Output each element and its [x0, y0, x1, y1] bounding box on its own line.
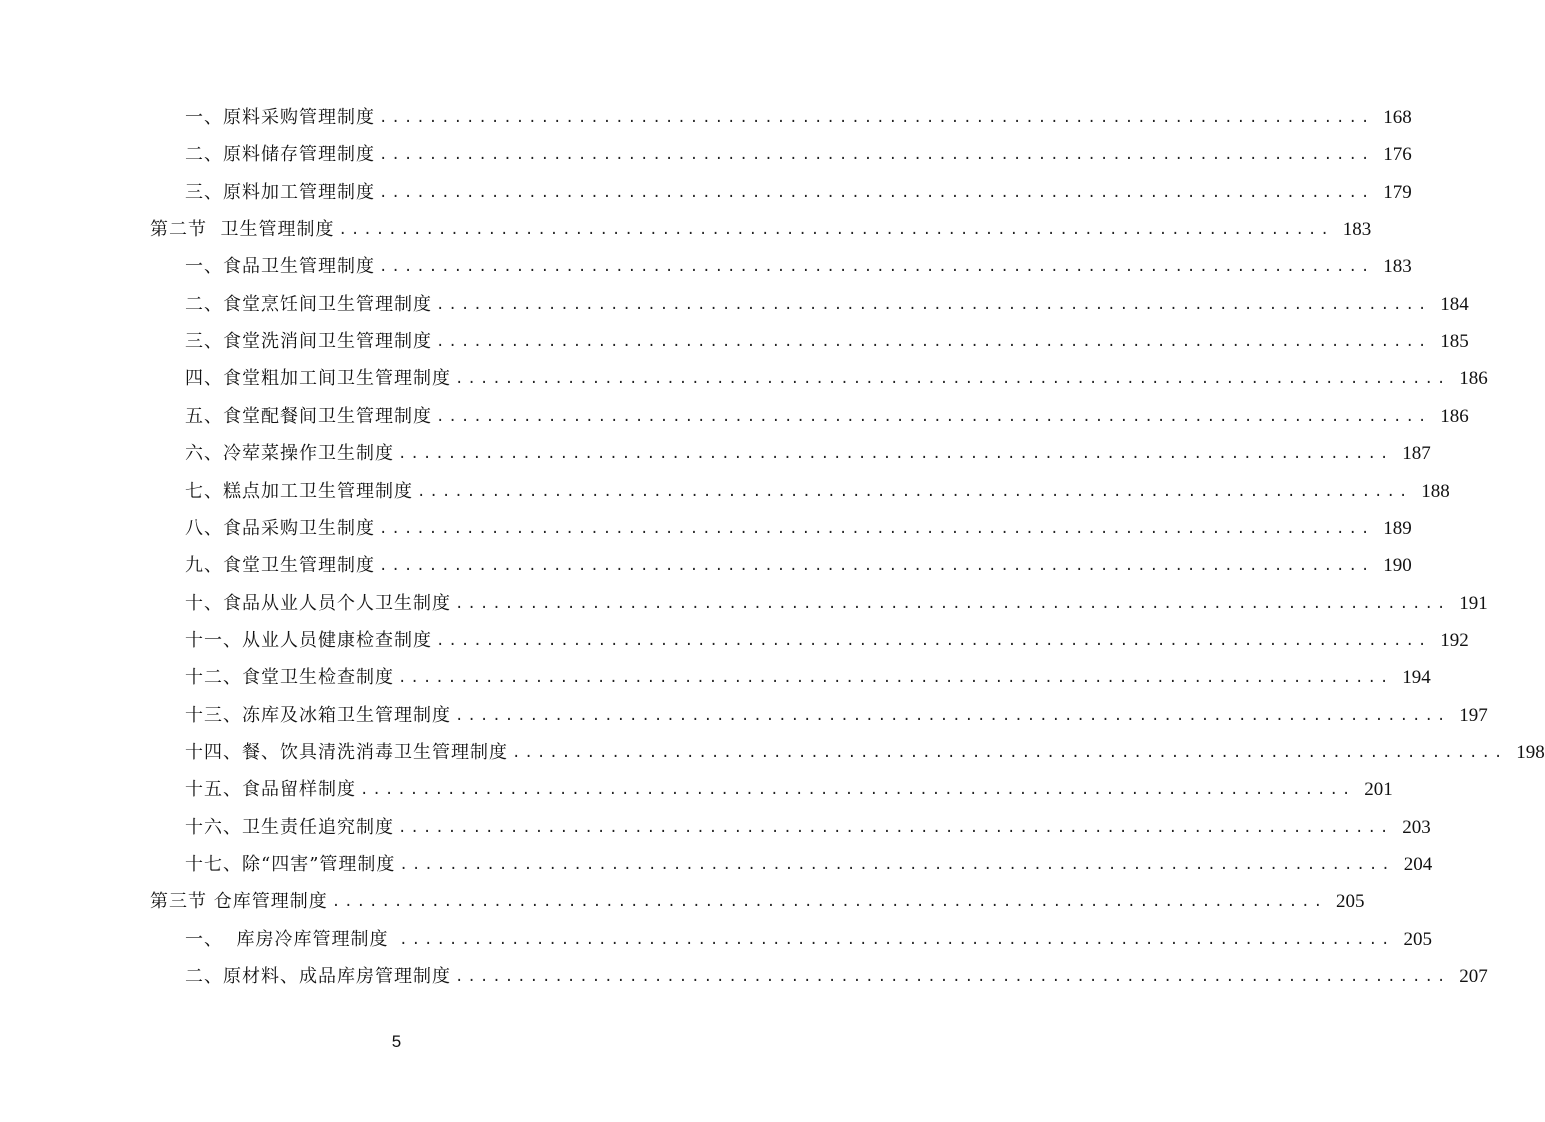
toc-entry-title: 六、冷荤菜操作卫生制度	[185, 443, 394, 464]
toc-entry[interactable]	[185, 548, 1412, 584]
toc-dot-leader: ................................................................................	[379, 558, 1374, 574]
toc-entry-page: 198	[1516, 742, 1545, 763]
toc-dot-leader: ................................................................................	[455, 371, 1450, 387]
toc-dot-leader: ................................................................................	[379, 259, 1374, 275]
toc-entry-page: 192	[1440, 630, 1469, 651]
toc-entry-title: 一、食品卫生管理制度	[185, 256, 375, 277]
toc-entry[interactable]	[185, 175, 1412, 211]
toc-entry-title: 第三节 仓库管理制度	[150, 891, 328, 912]
toc-entry-title: 二、原料储存管理制度	[185, 144, 375, 165]
toc-dot-leader: ................................................................................	[455, 596, 1450, 612]
toc-entry-title: 五、食堂配餐间卫生管理制度	[185, 406, 432, 427]
toc-dot-leader: ................................................................................	[398, 820, 1393, 836]
toc-entry[interactable]	[185, 436, 1431, 472]
toc-entry[interactable]	[150, 212, 1372, 248]
toc-entry-title: 十七、除“四害”管理制度	[185, 854, 396, 875]
toc-entry-title: 七、糕点加工卫生管理制度	[185, 481, 413, 502]
toc-entry[interactable]	[185, 361, 1488, 397]
toc-dot-leader: ................................................................................	[360, 782, 1355, 798]
toc-entry-page: 187	[1402, 443, 1431, 464]
toc-dot-leader: ................................................................................	[379, 185, 1374, 201]
toc-dot-leader: ................................................................................	[436, 633, 1431, 649]
toc-entry[interactable]	[185, 959, 1488, 995]
toc-entry-page: 204	[1403, 854, 1433, 875]
toc-entry[interactable]	[185, 922, 1432, 958]
toc-entry[interactable]	[185, 660, 1431, 696]
toc-entry-title: 四、食堂粗加工间卫生管理制度	[185, 368, 451, 389]
toc-entry-title: 第二节 卫生管理制度	[150, 219, 335, 240]
toc-entry-title: 十二、食堂卫生检查制度	[185, 667, 394, 688]
toc-dot-leader: ................................................................................	[417, 484, 1412, 500]
toc-dot-leader: ................................................................................	[399, 932, 1394, 948]
toc-entry-page: 194	[1402, 667, 1431, 688]
toc-dot-leader: ................................................................................	[379, 147, 1374, 163]
toc-entry-title: 三、原料加工管理制度	[185, 182, 375, 203]
toc-entry-title: 三、食堂洗消间卫生管理制度	[185, 331, 432, 352]
toc-dot-leader: ................................................................................	[455, 969, 1450, 985]
toc-entry-title: 十五、食品留样制度	[185, 779, 356, 800]
toc-entry-page: 207	[1459, 966, 1488, 987]
toc-entry-title: 九、食堂卫生管理制度	[185, 555, 375, 576]
toc-entry[interactable]	[185, 735, 1545, 771]
toc-entry-page: 185	[1440, 331, 1469, 352]
toc-dot-leader: ................................................................................	[338, 222, 1333, 238]
toc-dot-leader: ................................................................................	[398, 446, 1393, 462]
toc-entry-page: 186	[1440, 406, 1469, 427]
toc-dot-leader: ................................................................................	[436, 297, 1431, 313]
toc-entry-page: 184	[1440, 294, 1469, 315]
toc-entry-page: 197	[1459, 705, 1488, 726]
toc-entry[interactable]	[185, 100, 1412, 136]
toc-entry[interactable]	[185, 623, 1469, 659]
toc-dot-leader: ................................................................................	[436, 334, 1431, 350]
toc-entry-page: 183	[1342, 219, 1372, 240]
toc-entry-page: 168	[1383, 107, 1412, 128]
toc-entry-page: 205	[1336, 891, 1365, 912]
toc-entry[interactable]	[185, 810, 1431, 846]
toc-entry[interactable]	[185, 698, 1488, 734]
toc-entry-page: 191	[1459, 593, 1488, 614]
toc-entry-page: 179	[1383, 182, 1412, 203]
toc-entry-title: 二、食堂烹饪间卫生管理制度	[185, 294, 432, 315]
toc-entry[interactable]	[185, 772, 1393, 808]
page-number: 5	[391, 1032, 402, 1051]
toc-entry-title: 一、 库房冷库管理制度	[185, 929, 396, 950]
toc-dot-leader: ................................................................................	[436, 409, 1431, 425]
toc-entry[interactable]	[185, 847, 1433, 883]
toc-dot-leader: ................................................................................	[379, 521, 1374, 537]
toc-entry[interactable]	[185, 511, 1412, 547]
toc-entry-title: 十六、卫生责任追究制度	[185, 817, 394, 838]
toc-dot-leader: ................................................................................	[331, 894, 1327, 910]
toc-entry-page: 188	[1421, 481, 1450, 502]
toc-dot-leader: ................................................................................	[379, 110, 1374, 126]
toc-entry-title: 十四、餐、饮具清洗消毒卫生管理制度	[185, 742, 508, 763]
toc-entry-page: 189	[1383, 518, 1412, 539]
toc-entry[interactable]	[185, 474, 1450, 510]
toc-dot-leader: ................................................................................	[398, 670, 1393, 686]
toc-entry[interactable]	[185, 137, 1412, 173]
toc-entry[interactable]	[150, 884, 1365, 920]
toc-entry-title: 一、原料采购管理制度	[185, 107, 375, 128]
toc-entry-title: 十、食品从业人员个人卫生制度	[185, 593, 451, 614]
toc-entry-title: 二、原材料、成品库房管理制度	[185, 966, 451, 987]
toc-dot-leader: ................................................................................	[399, 857, 1394, 873]
toc-entry-page: 205	[1403, 929, 1432, 950]
toc-entry-title: 十一、从业人员健康检查制度	[185, 630, 432, 651]
toc-entry-page: 203	[1402, 817, 1431, 838]
toc-entry-page: 183	[1383, 256, 1412, 277]
toc-entry[interactable]	[185, 586, 1488, 622]
toc-entry-page: 201	[1364, 779, 1393, 800]
toc-entry-title: 八、食品采购卫生制度	[185, 518, 375, 539]
toc-dot-leader: ................................................................................	[455, 708, 1450, 724]
toc-entry-page: 190	[1383, 555, 1412, 576]
toc-entry-page: 186	[1459, 368, 1488, 389]
toc-entry-title: 十三、冻库及冰箱卫生管理制度	[185, 705, 451, 726]
toc-entry[interactable]	[185, 324, 1469, 360]
toc-dot-leader: ................................................................................	[512, 745, 1507, 761]
toc-entry-page: 176	[1383, 144, 1412, 165]
toc-entry[interactable]	[185, 287, 1469, 323]
toc-entry[interactable]	[185, 399, 1469, 435]
toc-entry[interactable]	[185, 249, 1412, 285]
